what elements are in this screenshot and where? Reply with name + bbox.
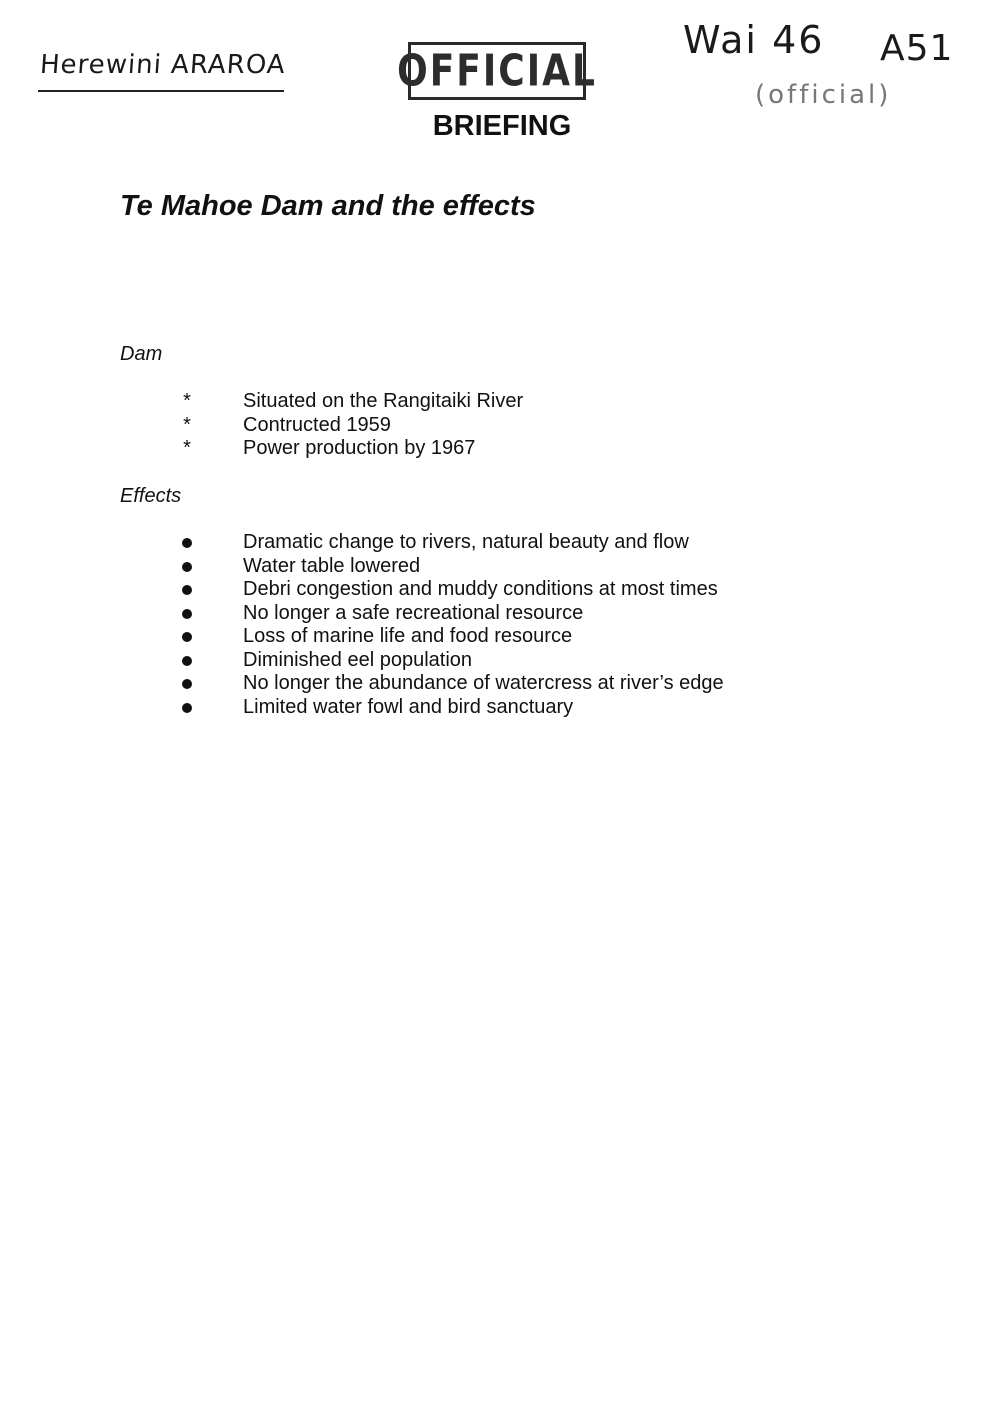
stamp-text: OFFICIAL bbox=[397, 46, 597, 96]
briefing-heading bbox=[0, 110, 1000, 143]
handwritten-reference: Wai 46 bbox=[683, 18, 825, 62]
official-stamp bbox=[397, 42, 597, 100]
handwritten-name: Herewini ARAROA bbox=[38, 50, 287, 80]
dam-item-text: Situated on the Rangitaiki River bbox=[243, 390, 524, 412]
briefing-heading-text: BRIEFING bbox=[432, 110, 572, 142]
effects-item-text: No longer a safe recreational resource bbox=[243, 601, 584, 624]
effects-section-label: Effects bbox=[120, 485, 182, 507]
bullet-dot-icon bbox=[182, 609, 192, 619]
effects-item-text: Debri congestion and muddy conditions at most times bbox=[243, 578, 718, 600]
handwritten-underline bbox=[38, 90, 284, 92]
effects-item-text: Loss of marine life and food resource bbox=[243, 625, 573, 647]
handwritten-reference-note: (official) bbox=[755, 80, 892, 110]
asterisk-bullet: * bbox=[183, 437, 191, 459]
effects-item-text: Limited water fowl and bird sanctuary bbox=[243, 695, 574, 718]
bullet-dot-icon bbox=[182, 538, 192, 548]
bullet-dot-icon bbox=[182, 703, 192, 713]
bullet-dot-icon bbox=[182, 562, 192, 572]
asterisk-bullet: * bbox=[183, 390, 191, 412]
bullet-dot-icon bbox=[182, 585, 192, 595]
effects-item-text: Water table lowered bbox=[243, 554, 421, 577]
bullet-dot-icon bbox=[182, 679, 192, 689]
page-title: Te Mahoe Dam and the effects bbox=[120, 190, 536, 222]
effects-item-text: No longer the abundance of watercress at river’s edge bbox=[243, 672, 724, 694]
effects-item-text: Diminished eel population bbox=[243, 648, 473, 671]
effects-item-text: Dramatic change to rivers, natural beauty and flow bbox=[243, 531, 689, 553]
bullet-dot-icon bbox=[182, 656, 192, 666]
dam-item-text: Contructed 1959 bbox=[243, 413, 391, 436]
bullet-dot-icon bbox=[182, 632, 192, 642]
dam-section-label: Dam bbox=[120, 343, 163, 365]
handwritten-reference-code: A51 bbox=[880, 28, 954, 69]
dam-item-text: Power production by 1967 bbox=[243, 437, 476, 459]
asterisk-bullet: * bbox=[183, 413, 191, 436]
